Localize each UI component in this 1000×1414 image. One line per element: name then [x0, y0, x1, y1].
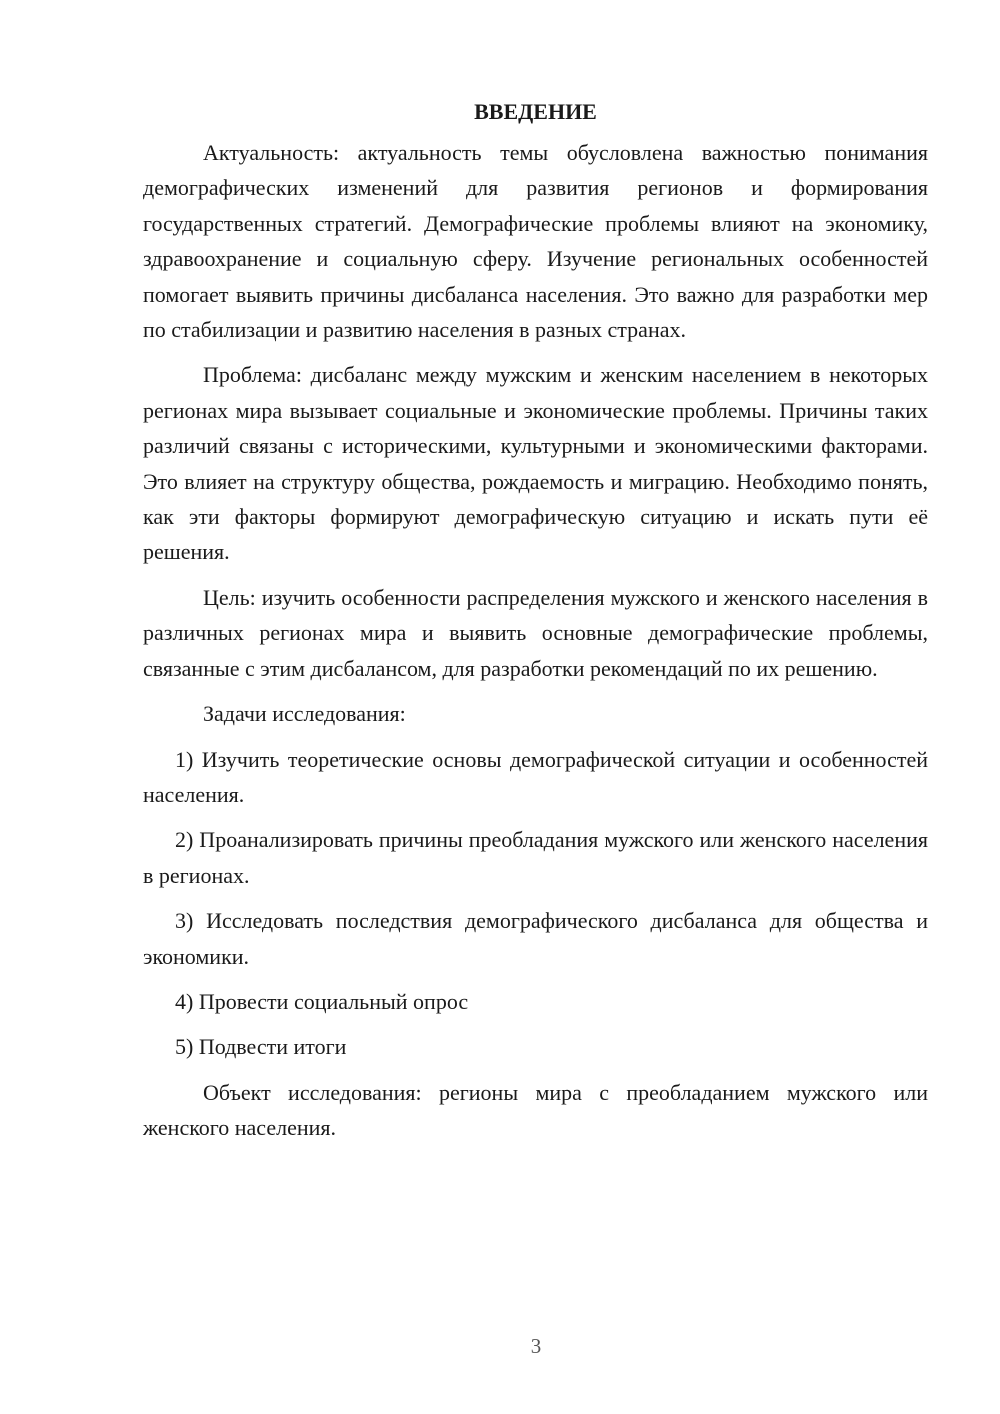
paragraph-goal: Цель: изучить особенности распределения мужского и женского населения в различных регионах мира и выявить основные демографические проблемы, связанные с этим дисбалансом, для разработки рекомендаций по их решению.	[143, 584, 928, 681]
page-title: ВВЕДЕНИЕ	[474, 99, 597, 124]
task-item-2: 2) Проанализировать причины преобладания мужского или женского населения в регионах.	[143, 827, 928, 888]
page-number: 3	[530, 1334, 542, 1358]
paragraph-problem: Проблема: дисбаланс между мужским и женским населением в некоторых регионах мира вызывает социальные и экономические проблемы. Причины таких различий связаны с историческими, культурными и экономическими факторами. Это влияет на структуру общества, рождаемость и миграцию. Необходимо понять, как эти факторы формируют демографическую ситуацию и искать пути её решения.	[143, 362, 928, 565]
paragraph-relevance: Актуальность: актуальность темы обусловлена важностью понимания демографических изменений для развития регионов и формирования государственных стратегий. Демографические проблемы влияют на экономику, здравоохранение и социальную сферу. Изучение региональных особенностей помогает выявить причины дисбаланса населения. Это важно для разработки мер по стабилизации и развитию населения в разных странах.	[143, 140, 928, 343]
task-item-1: 1) Изучить теоретические основы демографической ситуации и особенностей населения.	[143, 746, 928, 807]
paragraph-object: Объект исследования: регионы мира с преобладанием мужского или женского населения.	[143, 1079, 928, 1141]
task-item-3: 3) Исследовать последствия демографического дисбаланса для общества и экономики.	[143, 908, 928, 969]
task-item-5: 5) Подвести итоги	[175, 1034, 347, 1060]
page-content	[143, 94, 928, 1156]
tasks-heading: Задачи исследования:	[203, 701, 406, 727]
task-item-4: 4) Провести социальный опрос	[175, 988, 469, 1014]
